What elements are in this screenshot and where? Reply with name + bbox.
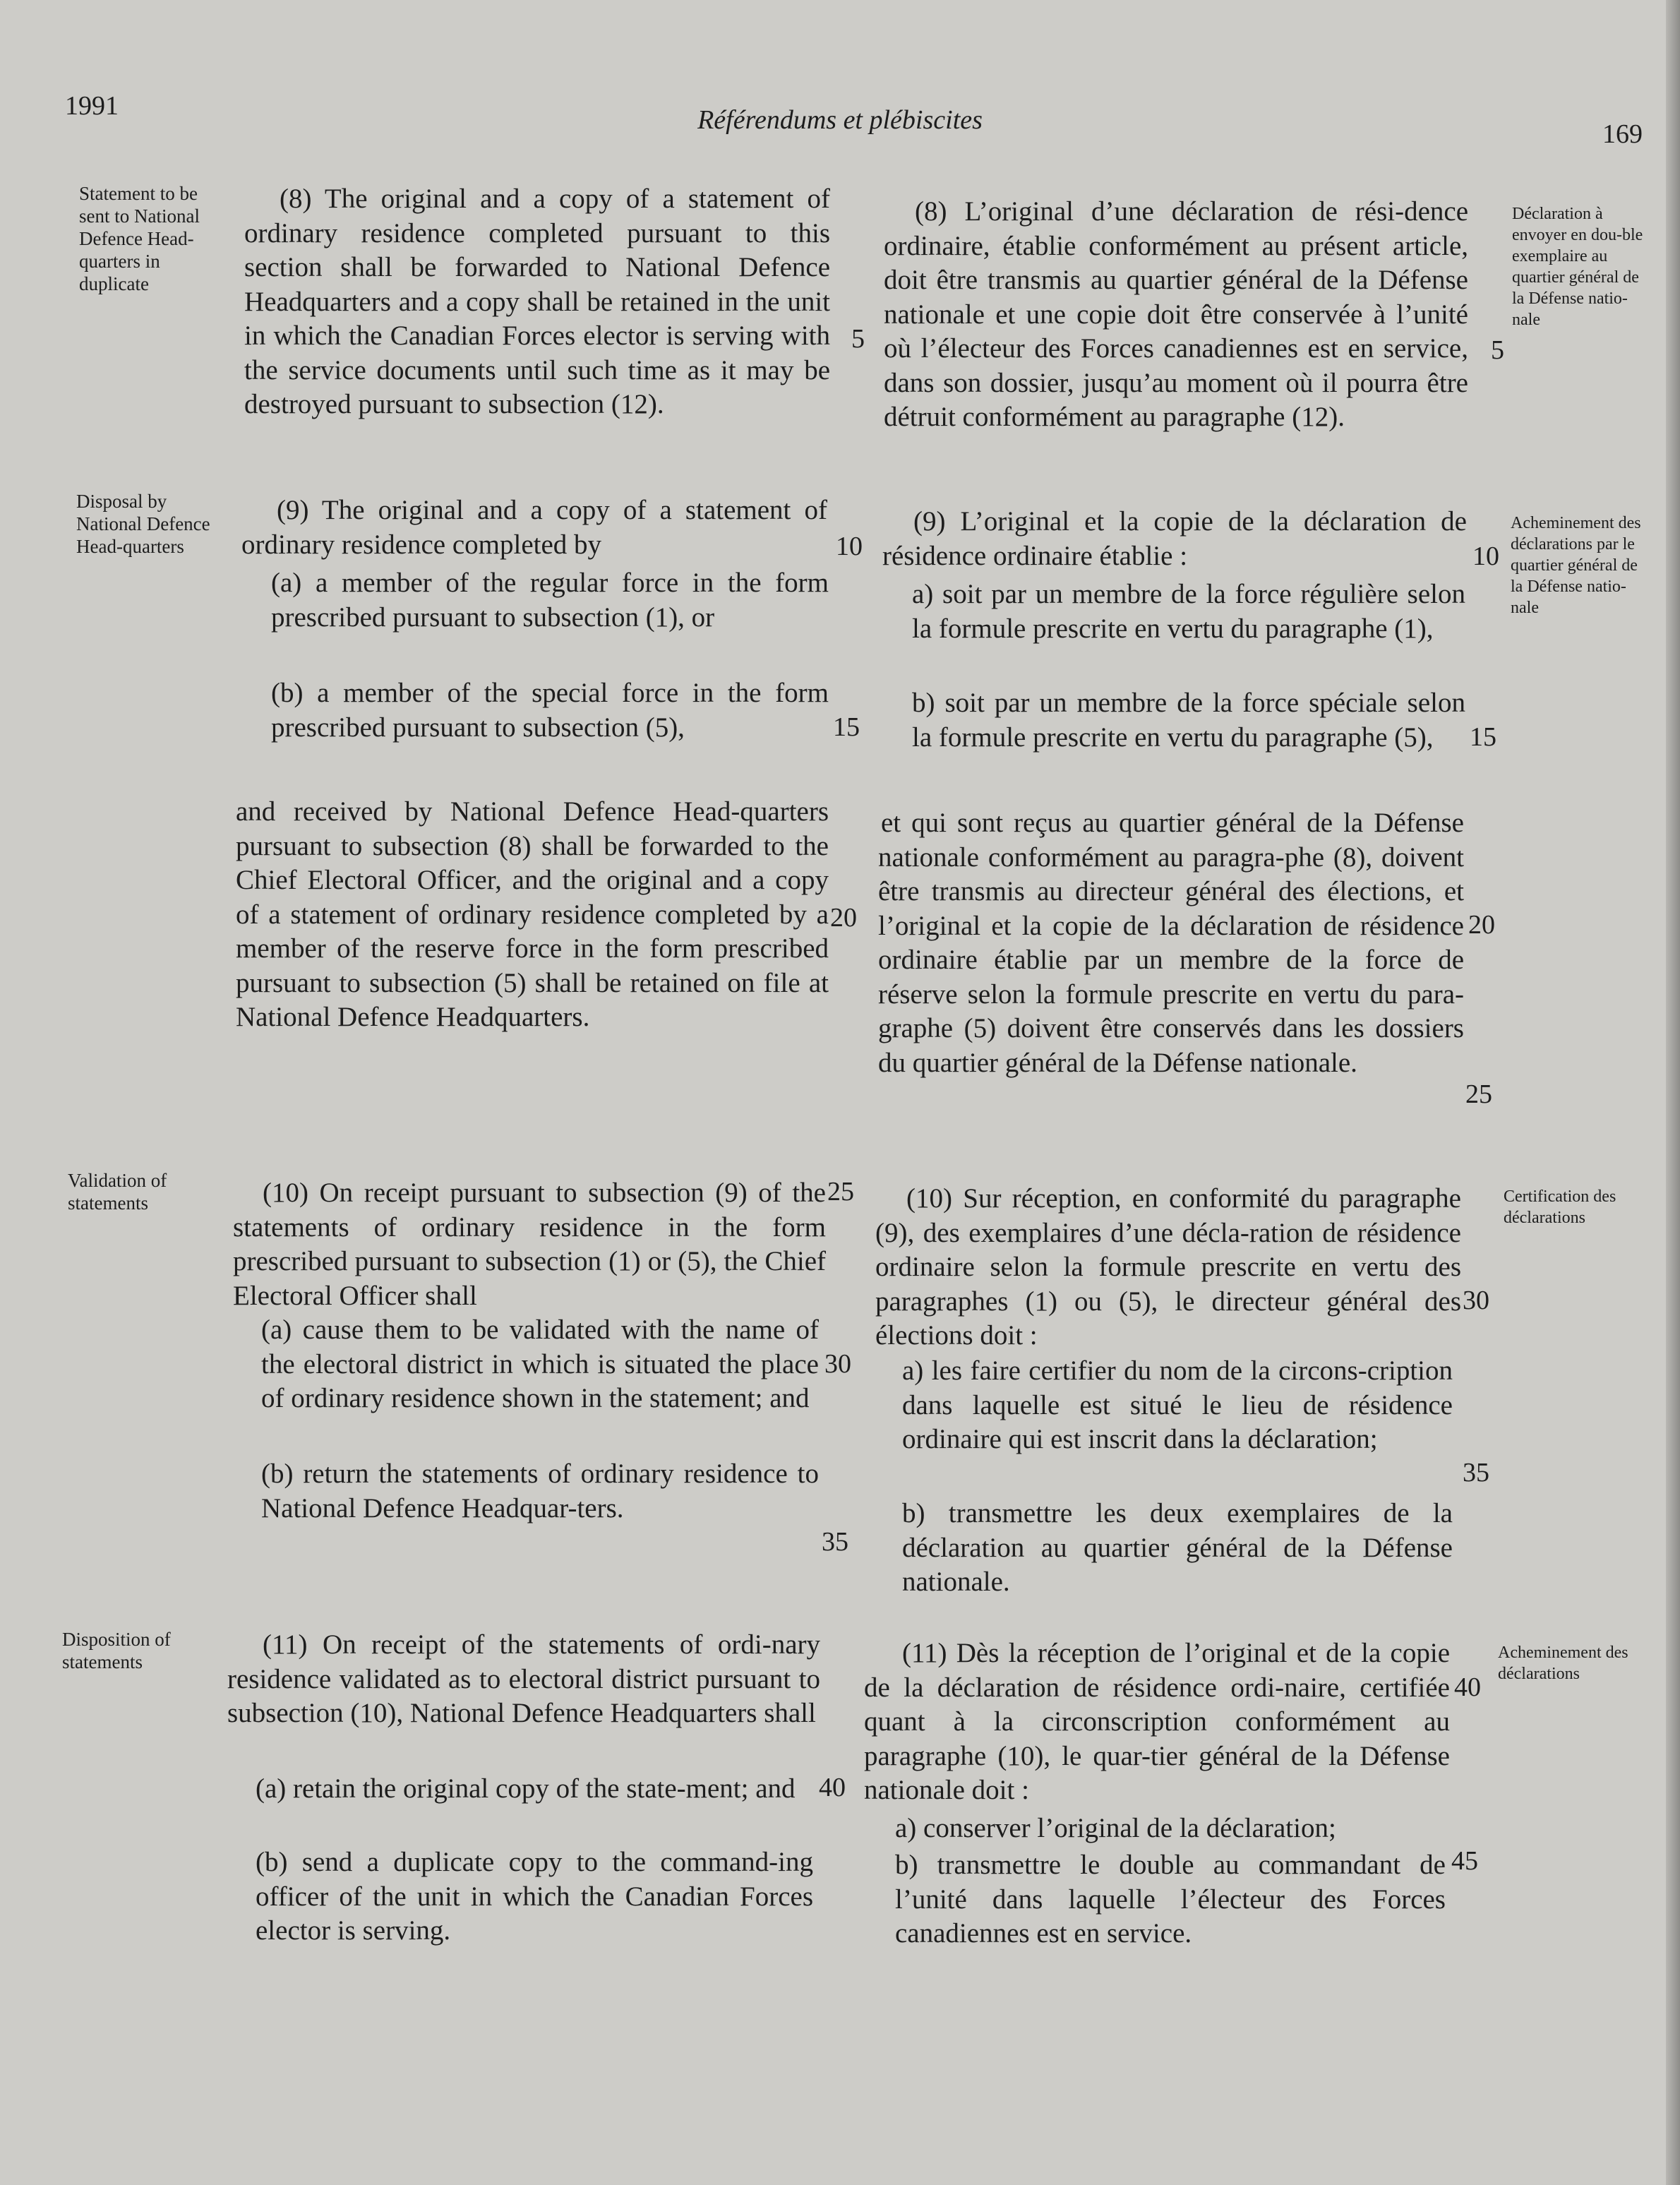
running-title: Référendums et plébiscites xyxy=(697,105,983,135)
line-number: 25 xyxy=(827,1177,854,1207)
fr-subsection-9-b: b) soit par un membre de la force spéciale selon la formule prescrite en vertu du paragraphe (5), xyxy=(912,688,1465,753)
line-number: 40 xyxy=(1454,1672,1481,1702)
en-subsection-11-a: (a) retain the original copy of the state-ment; and xyxy=(256,1773,796,1804)
margin-note-left: Disposal by National Defence Head-quarters xyxy=(76,491,210,557)
line-number: 35 xyxy=(822,1527,848,1557)
fr-subsection-9-tail: et qui sont reçus au quartier général de la Défense nationale conformément au paragra-phe (8), doivent être transmis au directeur général des élections, et l’original et la copie de la déclaration de résidence ordinaire établie par un membre de la force de réserve selon la formule prescrite en vertu du para-graphe (5) doivent être conservés dans les dossiers du quartier général de la Défense nationale. xyxy=(878,808,1464,1078)
en-subsection-10-b: (b) return the statements of ordinary residence to National Defence Headquar-ters. xyxy=(261,1459,819,1523)
en-subsection-9-intro: (9) The original and a copy of a statement of ordinary residence completed by xyxy=(241,495,827,560)
fr-subsection-10-b: b) transmettre les deux exemplaires de la déclaration au quartier général de la Défense nationale. xyxy=(902,1498,1453,1597)
line-number: 10 xyxy=(836,532,863,561)
en-subsection-10-a: (a) cause them to be validated with the name of the electoral district in which is situated the place of ordinary residence shown in the statement; and xyxy=(261,1315,819,1413)
line-number: 35 xyxy=(1463,1458,1489,1487)
line-number: 25 xyxy=(1465,1079,1492,1109)
fr-subsection-9-a: a) soit par un membre de la force régulière selon la formule prescrite en vertu du paragraphe (1), xyxy=(912,579,1465,644)
line-number: 5 xyxy=(1491,335,1504,365)
margin-note-right: Acheminement des déclarations par le quartier général de la Défense natio-nale xyxy=(1511,514,1641,617)
en-subsection-8: (8) The original and a copy of a statement of ordinary residence completed pursuant to this section shall be forwarded to National Defence Headquarters and a copy shall be retained in the unit in which the Canadian Forces elector is serving with the service documents until such time as it may be destroyed pursuant to subsection (12). xyxy=(244,184,830,419)
line-number: 45 xyxy=(1451,1846,1478,1876)
line-number: 40 xyxy=(819,1773,846,1802)
line-number: 10 xyxy=(1472,541,1499,571)
fr-subsection-9-intro: (9) L’original et la copie de la déclaration de résidence ordinaire établie : xyxy=(882,506,1467,571)
fr-subsection-8: (8) L’original d’une déclaration de rési-dence ordinaire, établie conformément au présent article, doit être transmis au quartier général de la Défense nationale et une copie doit être conservée à l’unité où l’électeur des Forces canadiennes est en service, dans son dossier, jusqu’au moment où il pourra être détruit conformément au paragraphe (12). xyxy=(884,196,1468,432)
fr-subsection-10-a: a) les faire certifier du nom de la circons-cription dans laquelle est situé le lieu de résidence ordinaire qui est inscrit dans la déclaration; xyxy=(902,1355,1453,1454)
fr-subsection-11-b: b) transmettre le double au commandant de l’unité dans laquelle l’électeur des Forces canadiennes est en service. xyxy=(895,1850,1446,1948)
line-number: 15 xyxy=(1470,722,1496,752)
page-number: 169 xyxy=(1602,119,1643,149)
page-edge-shadow xyxy=(1666,0,1680,2185)
margin-note-left: Disposition of statements xyxy=(62,1629,171,1672)
en-subsection-11-b: (b) send a duplicate copy to the command-ing officer of the unit in which the Canadian Forces elector is serving. xyxy=(256,1847,813,1946)
en-subsection-10-intro: (10) On receipt pursuant to subsection (9) of the statements of ordinary residence in the form prescribed pursuant to subsection (1) or (5), the Chief Electoral Officer shall xyxy=(233,1178,826,1311)
en-subsection-9-b: (b) a member of the special force in the form prescribed pursuant to subsection (5), xyxy=(271,678,829,743)
margin-note-right: Déclaration à envoyer en dou-ble exemplaire au quartier général de la Défense natio-nale xyxy=(1512,205,1643,329)
line-number: 30 xyxy=(824,1349,851,1379)
fr-subsection-11-a: a) conserver l’original de la déclaration; xyxy=(895,1813,1336,1843)
en-subsection-9-tail: and received by National Defence Head-quarters pursuant to subsection (8) shall be forwarded to the Chief Electoral Officer, and the original and a copy of a statement of ordinary residence completed by a member of the reserve force in the form prescribed pursuant to subsection (5) shall be retained on file at National Defence Headquarters. xyxy=(236,796,829,1032)
margin-note-left: Validation of statements xyxy=(68,1170,167,1214)
line-number: 15 xyxy=(833,712,860,742)
margin-note-right: Certification des déclarations xyxy=(1504,1187,1616,1227)
line-number: 5 xyxy=(851,324,865,354)
fr-subsection-10-intro: (10) Sur réception, en conformité du paragraphe (9), des exemplaires d’une décla-ration de résidence ordinaire selon la formule prescrite en vertu des paragraphes (1) ou (5), le directeur général des élections doit : xyxy=(875,1183,1461,1351)
margin-note-right: Acheminement des déclarations xyxy=(1498,1644,1628,1683)
fr-subsection-11-intro: (11) Dès la réception de l’original et de la copie de la déclaration de résidence ordi-naire, certifiée quant à la circonscription conformément au paragraphe (10), le quar-tier général de la Défense nationale doit : xyxy=(864,1638,1450,1805)
line-number: 20 xyxy=(830,903,857,933)
en-subsection-11-intro: (11) On receipt of the statements of ordi-nary residence validated as to electoral district pursuant to subsection (10), National Defence Headquarters shall xyxy=(227,1629,820,1728)
year: 1991 xyxy=(65,91,119,121)
margin-note-left: Statement to be sent to National Defence Head-quarters in duplicate xyxy=(79,183,200,294)
en-subsection-9-a: (a) a member of the regular force in the form prescribed pursuant to subsection (1), or xyxy=(271,568,829,633)
line-number: 20 xyxy=(1468,910,1495,940)
line-number: 30 xyxy=(1463,1286,1489,1315)
